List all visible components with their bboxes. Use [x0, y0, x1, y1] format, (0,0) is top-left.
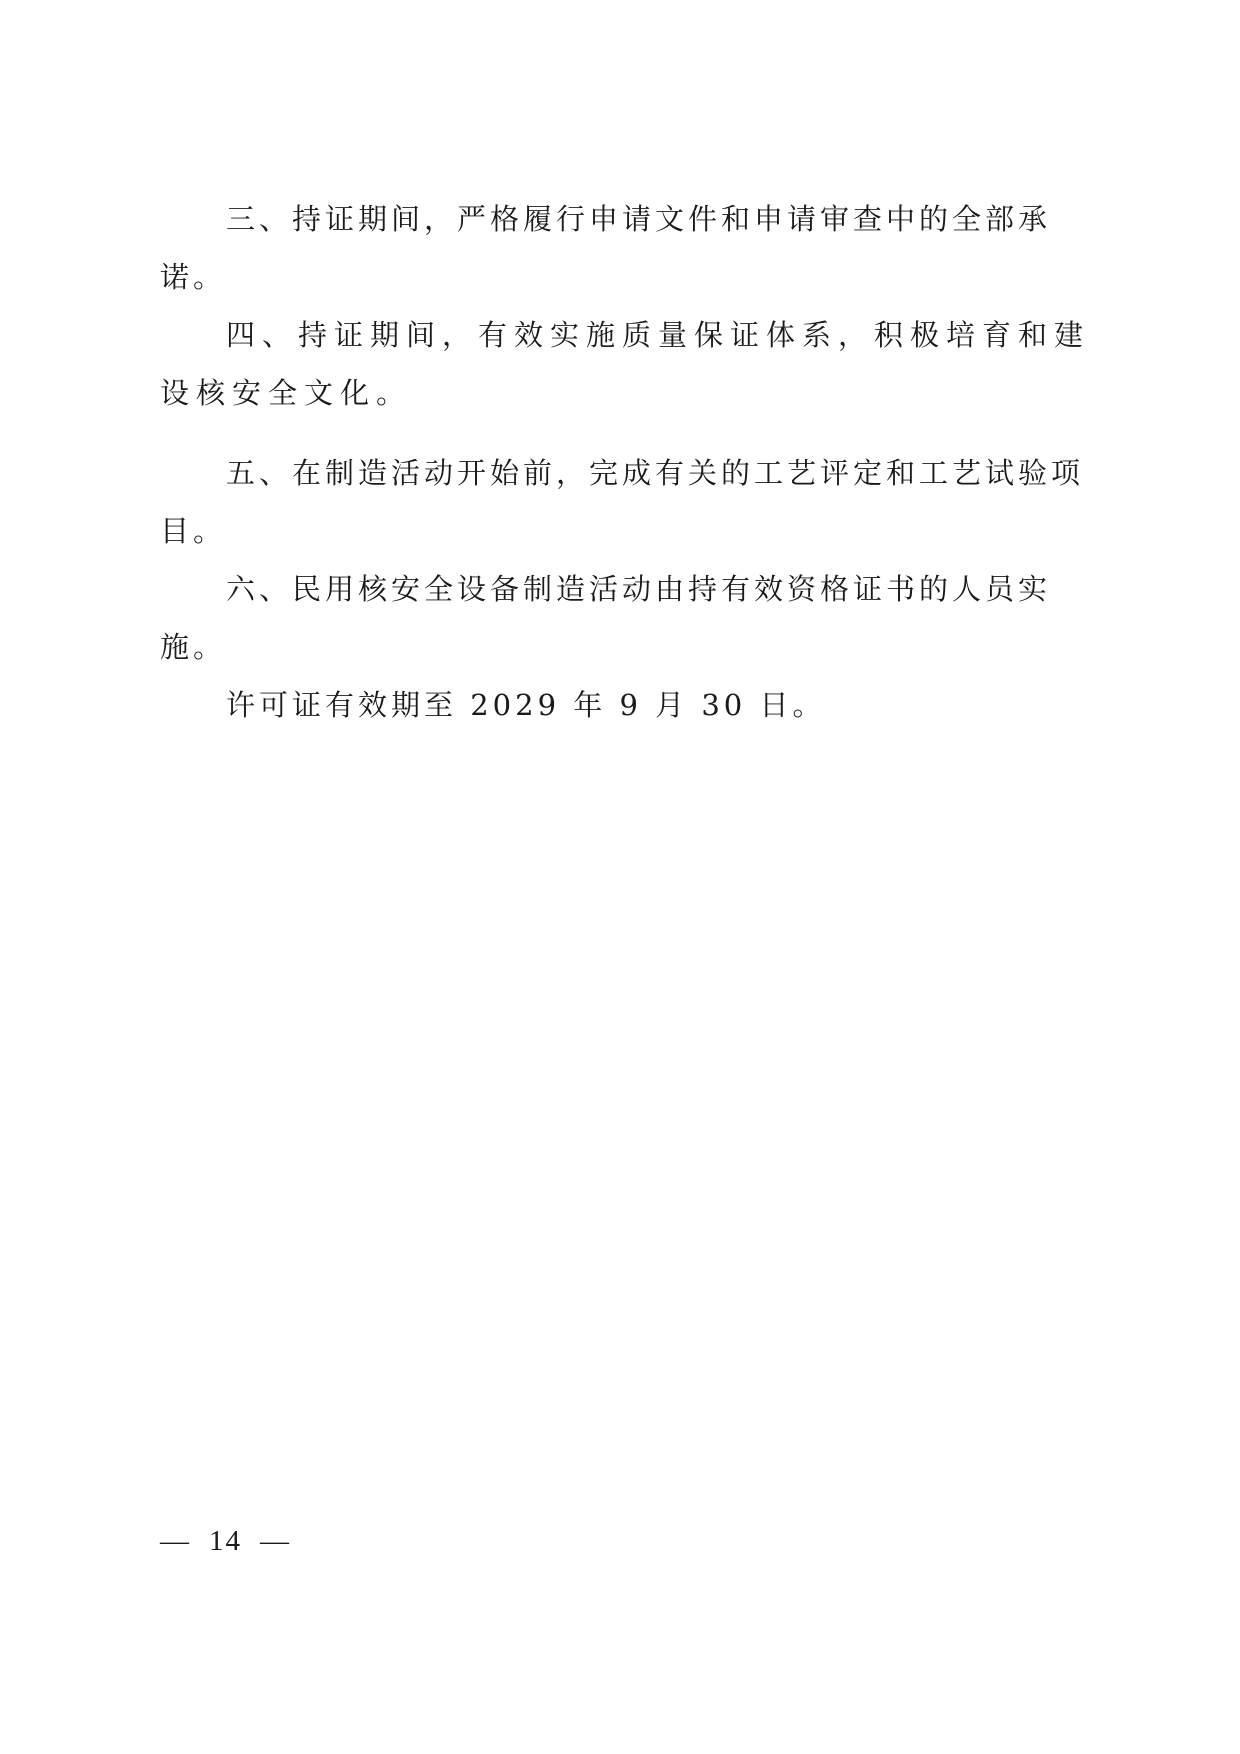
page-footer: [160, 1525, 291, 1558]
paragraph-item-6: 六、民用核安全设备制造活动由持有效资格证书的人员实施。: [160, 572, 1052, 664]
paragraph-item-4: 四、持证期间，有效实施质量保证体系，积极培育和建设核安全文化。: [160, 318, 1091, 410]
paragraph-gap: [160, 422, 1090, 444]
paragraph-item-5: 五、在制造活动开始前，完成有关的工艺评定和工艺试验项目。: [160, 456, 1085, 548]
license-validity: 许可证有效期至 2029 年 9 月 30 日。: [226, 688, 826, 722]
document-body: [160, 190, 1090, 734]
page-number: 14: [209, 1525, 242, 1557]
paragraph-item-3: 三、持证期间，严格履行申请文件和申请审查中的全部承诺。: [160, 202, 1052, 294]
footer-dash-left: —: [160, 1525, 191, 1557]
footer-dash-right: —: [260, 1525, 291, 1557]
